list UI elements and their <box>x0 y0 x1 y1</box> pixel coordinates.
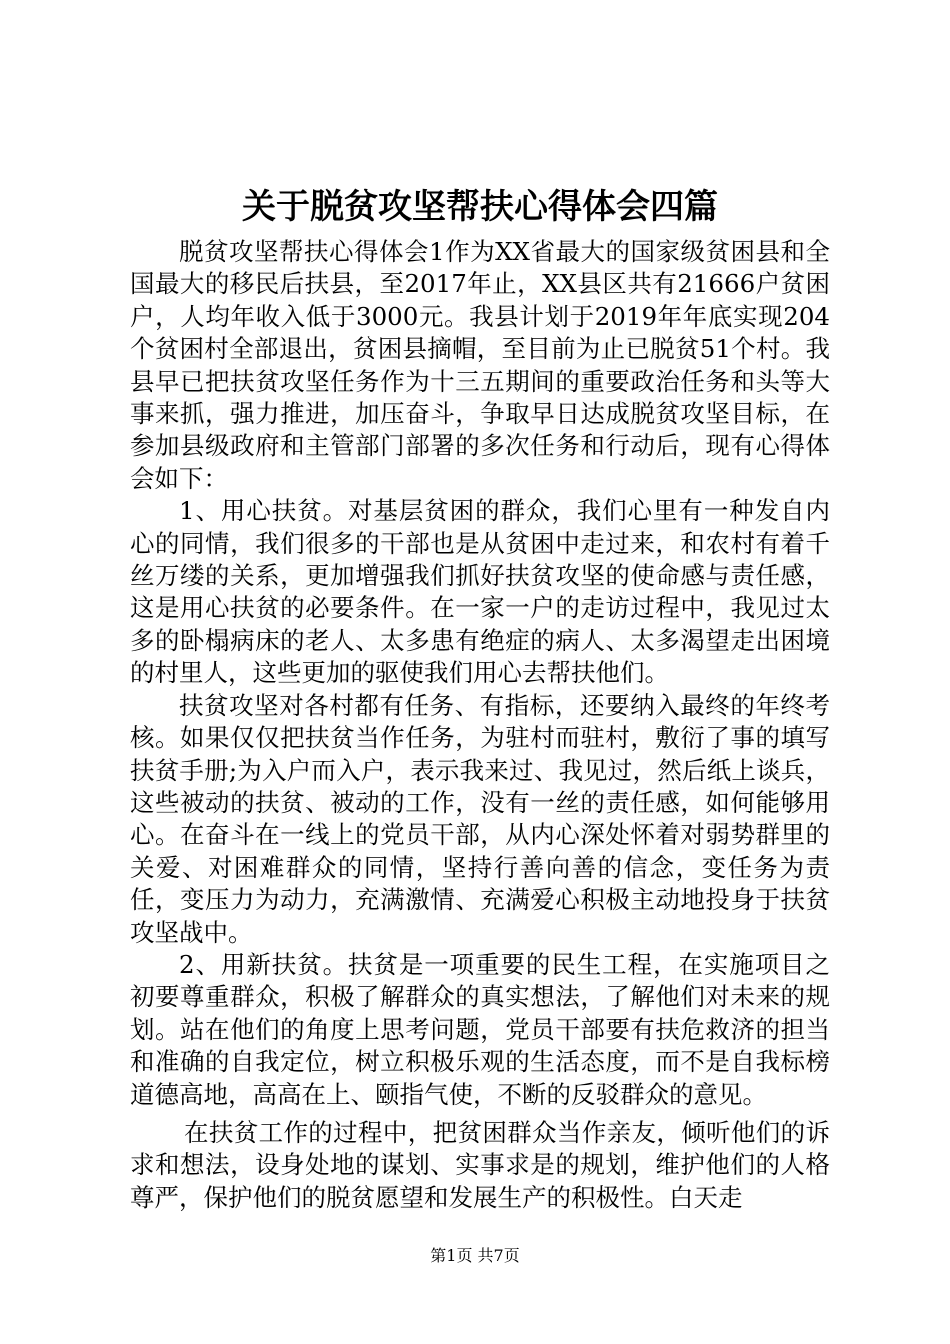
paragraph-point-2-detail: 在扶贫工作的过程中，把贫困群众当作亲友，倾听他们的诉求和想法，设身处地的谋划、实事求是的规划，维护他们的人格尊严，保护他们的脱贫愿望和发展生产的积极性。白天走 <box>130 1117 830 1212</box>
paragraph-intro: 脱贫攻坚帮扶心得体会1作为XX省最大的国家级贫困县和全国最大的移民后扶县，至2017年止，XX县区共有21666户贫困户，人均年收入低于3000元。我县计划于2019年年底实现204个贫困村全部退出，贫困县摘帽，至目前为止已脱贫51个村。我县早已把扶贫攻坚任务作为十三五期间的重要政治任务和头等大事来抓，强力推进，加压奋斗，争取早日达成脱贫攻坚目标，在参加县级政府和主管部门部署的多次任务和行动后，现有心得体会如下： <box>130 237 830 493</box>
document-body <box>130 236 830 1214</box>
page-footer: 第1页 共7页 <box>430 1246 520 1265</box>
paragraph-point-2: 2、用新扶贫。扶贫是一项重要的民生工程，在实施项目之初要尊重群众，积极了解群众的真实想法，了解他们对未来的规划。站在他们的角度上思考问题，党员干部要有扶危救济的担当和准确的自我定位，树立积极乐观的生活态度，而不是自我标榜道德高地，高高在上、颐指气使，不断的反驳群众的意见。 <box>130 949 830 1109</box>
document-title: 关于脱贫攻坚帮扶心得体会四篇 <box>242 187 718 227</box>
paragraph-point-1-detail: 扶贫攻坚对各村都有任务、有指标，还要纳入最终的年终考核。如果仅仅把扶贫当作任务，为驻村而驻村，敷衍了事的填写扶贫手册;为入户而入户，表示我来过、我见过，然后纸上谈兵，这些被动的扶贫、被动的工作，没有一丝的责任感，如何能够用心。在奋斗在一线上的党员干部，从内心深处怀着对弱势群里的关爱、对困难群众的同情，坚持行善向善的信念，变任务为责任，变压力为动力，充满激情、充满爱心积极主动地投身于扶贫攻坚战中。 <box>130 690 830 947</box>
paragraph-point-1: 1、用心扶贫。对基层贫困的群众，我们心里有一种发自内心的同情，我们很多的干部也是从贫困中走过来，和农村有着千丝万缕的关系，更加增强我们抓好扶贫攻坚的使命感与责任感，这是用心扶贫的必要条件。在一家一户的走访过程中，我见过太多的卧榻病床的老人、太多患有绝症的病人、太多渴望走出困境的村里人，这些更加的驱使我们用心去帮扶他们。 <box>130 496 830 688</box>
